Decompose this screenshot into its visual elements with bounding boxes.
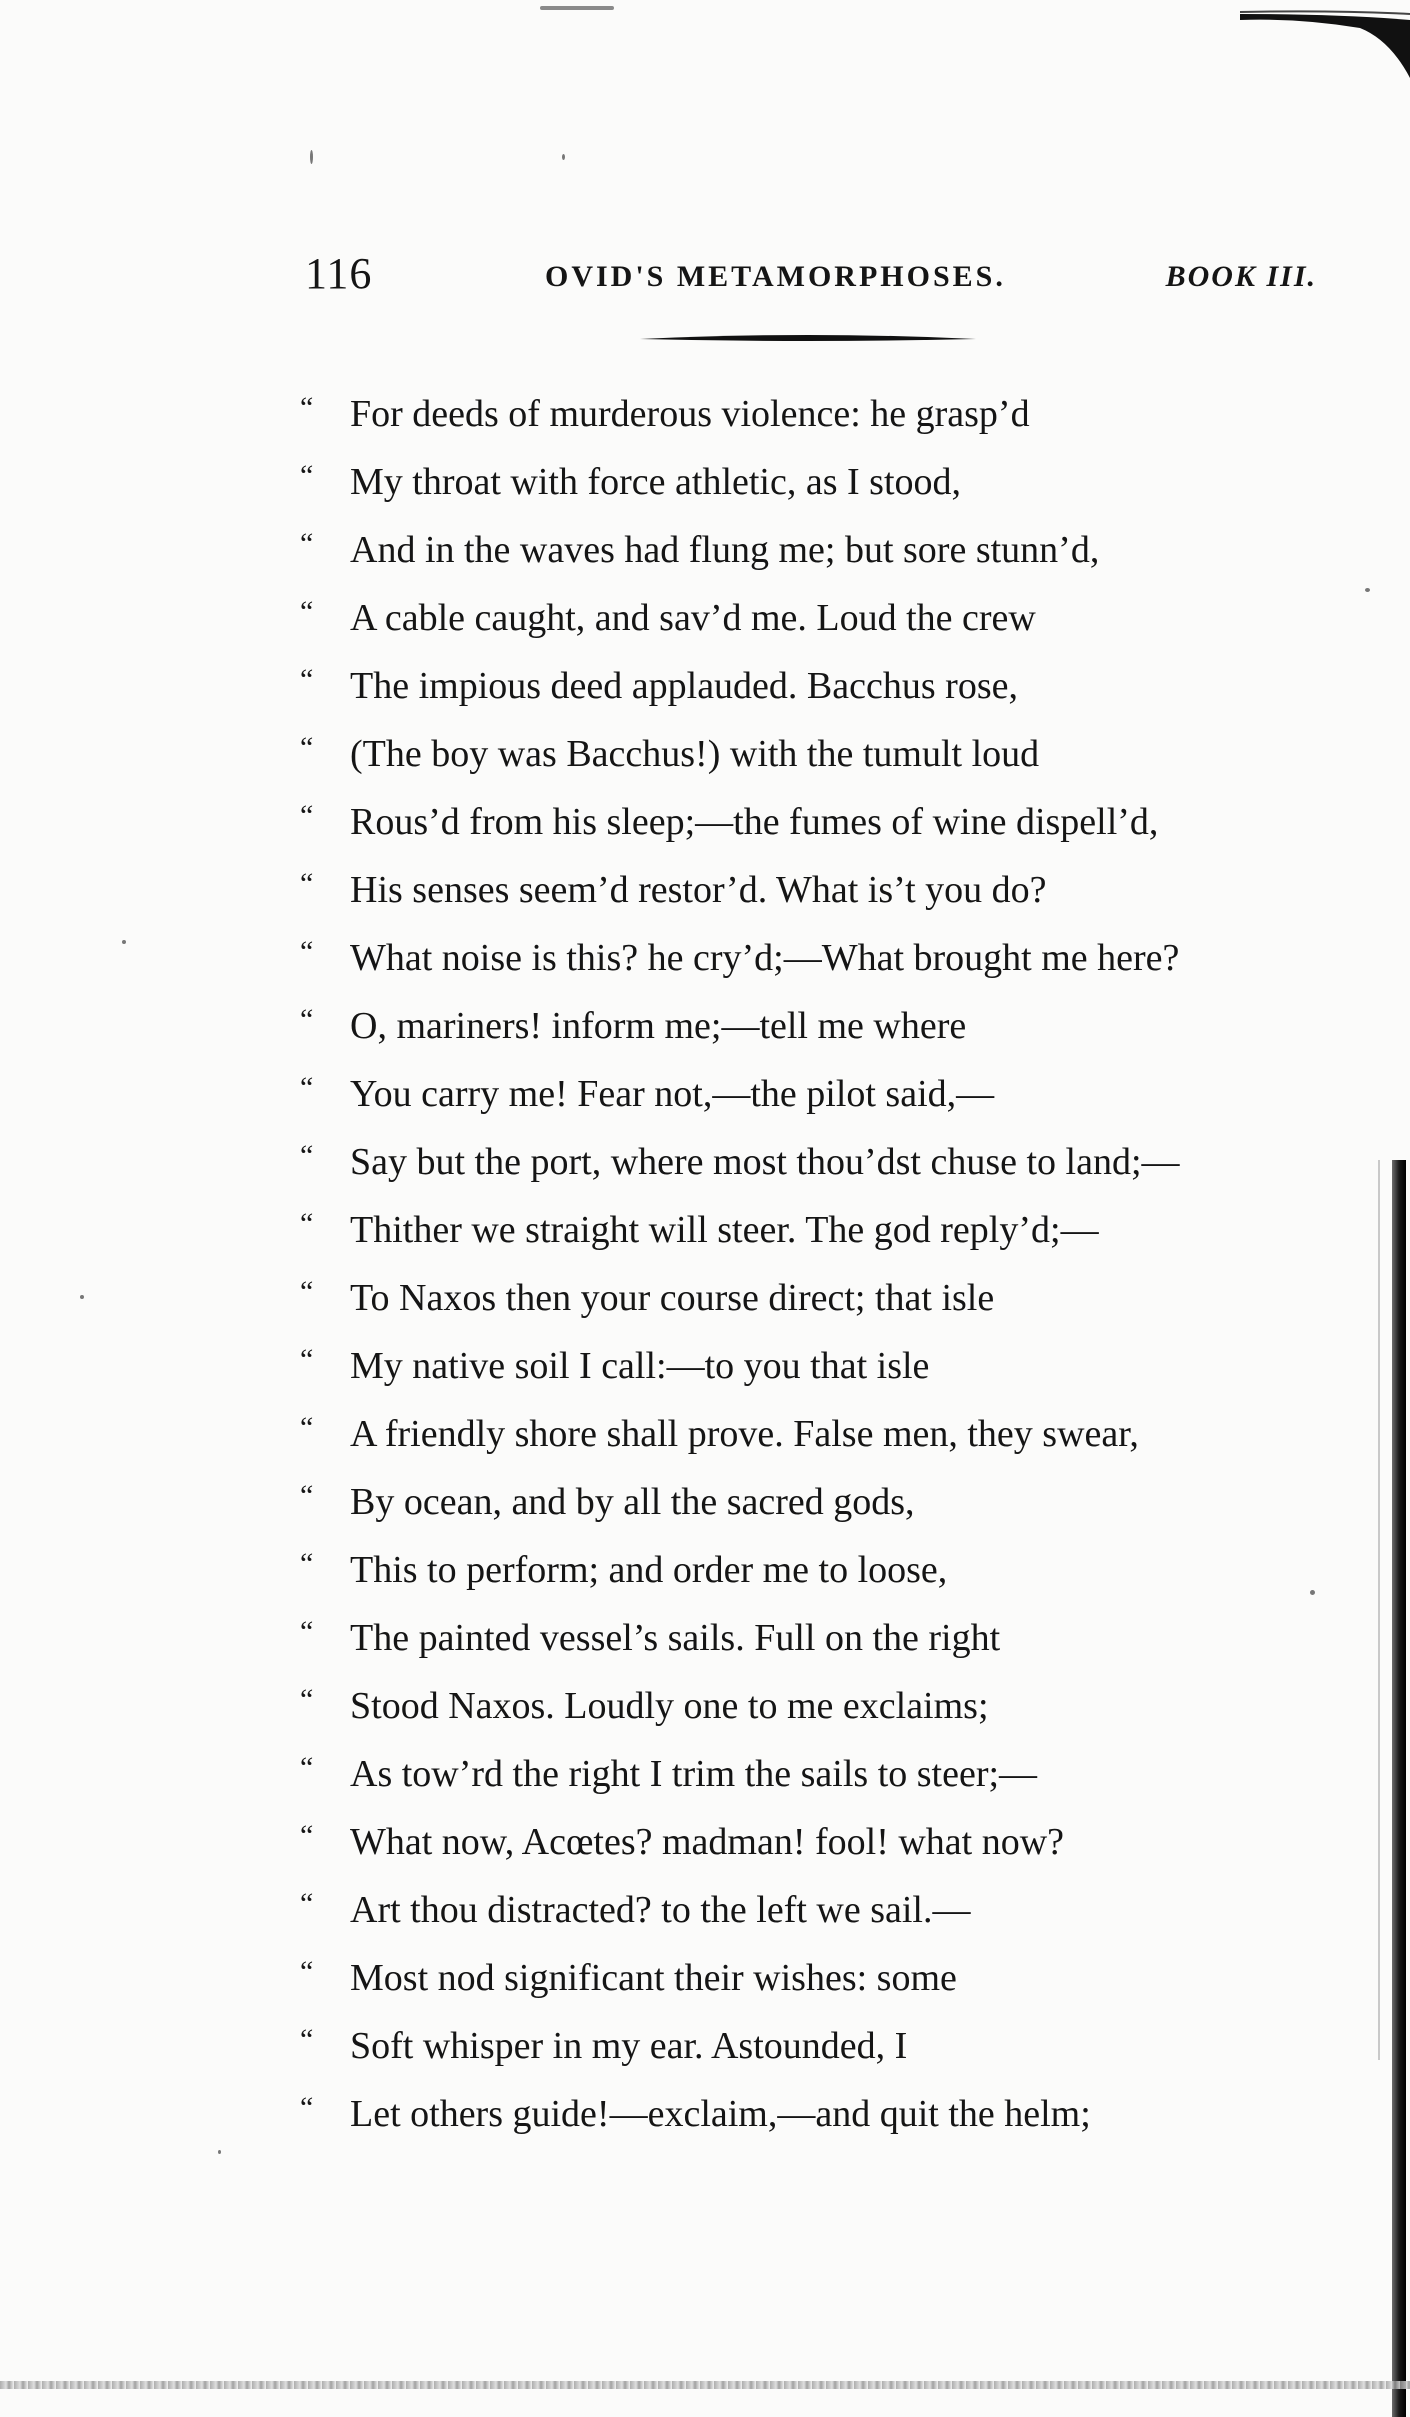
- scan-page-edge: [1392, 1160, 1406, 2417]
- verse-line-text: The painted vessel’s sails. Full on the right: [350, 1617, 1001, 1659]
- verse-line-text: Most nod significant their wishes: some: [350, 1957, 957, 1999]
- opening-quote-mark: “: [300, 1887, 314, 1920]
- verse-line-text: By ocean, and by all the sacred gods,: [350, 1481, 915, 1523]
- opening-quote-mark: “: [300, 1751, 314, 1784]
- opening-quote-mark: “: [300, 1003, 314, 1036]
- opening-quote-mark: “: [300, 1275, 314, 1308]
- scan-speck: [562, 154, 565, 160]
- verse-line-text: Art thou distracted? to the left we sail.—: [350, 1889, 971, 1931]
- verse-line-text: As tow’rd the right I trim the sails to steer;—: [350, 1753, 1038, 1795]
- book-label: BOOK III.: [1165, 260, 1317, 293]
- opening-quote-mark: “: [300, 1071, 314, 1104]
- verse-line: [300, 380, 1320, 448]
- opening-quote-mark: “: [300, 391, 314, 424]
- verse-line-text: This to perform; and order me to loose,: [350, 1549, 948, 1591]
- opening-quote-mark: “: [300, 1207, 314, 1240]
- scan-speck: [122, 940, 126, 944]
- opening-quote-mark: “: [300, 1683, 314, 1716]
- opening-quote-mark: “: [300, 595, 314, 628]
- scan-edge-line: [1378, 1160, 1380, 2060]
- opening-quote-mark: “: [300, 1819, 314, 1852]
- verse-line-text: For deeds of murderous violence: he grasp’d: [350, 393, 1030, 435]
- verse-line-text: Let others guide!—exclaim,—and quit the helm;: [350, 2093, 1091, 2135]
- verse-line-text: A cable caught, and sav’d me. Loud the crew: [350, 597, 1036, 639]
- verse-line: [300, 1468, 1320, 1536]
- verse-line-text: Say but the port, where most thou’dst chuse to land;—: [350, 1141, 1180, 1183]
- verse-line: [300, 856, 1320, 924]
- verse-line: [300, 1196, 1320, 1264]
- verse-line: [300, 1944, 1320, 2012]
- verse-line: [300, 1128, 1320, 1196]
- verse-line-text: My throat with force athletic, as I stood,: [350, 461, 962, 503]
- opening-quote-mark: “: [300, 1955, 314, 1988]
- verse-line: [300, 652, 1320, 720]
- verse-line: [300, 720, 1320, 788]
- verse-line: [300, 1400, 1320, 1468]
- page-number: 116: [305, 249, 373, 298]
- verse-line: [300, 1604, 1320, 1672]
- opening-quote-mark: “: [300, 1615, 314, 1648]
- verse-line: [300, 2012, 1320, 2080]
- verse-line-text: My native soil I call:—to you that isle: [350, 1345, 930, 1387]
- verse-line: [300, 1332, 1320, 1400]
- scan-speck: [218, 2150, 221, 2154]
- verse-block: [300, 380, 1320, 2148]
- verse-line-text: You carry me! Fear not,—the pilot said,—: [350, 1073, 995, 1115]
- verse-line-text: (The boy was Bacchus!) with the tumult loud: [350, 733, 1040, 775]
- verse-line-text: Soft whisper in my ear. Astounded, I: [350, 2025, 908, 2067]
- verse-line: [300, 1060, 1320, 1128]
- verse-line: [300, 1808, 1320, 1876]
- scan-speck: [1365, 588, 1370, 592]
- opening-quote-mark: “: [300, 867, 314, 900]
- opening-quote-mark: “: [300, 1343, 314, 1376]
- verse-line-text: The impious deed applauded. Bacchus rose,: [350, 665, 1018, 707]
- header-ornamental-rule: [640, 330, 976, 340]
- running-header: [305, 248, 1317, 308]
- verse-line: [300, 1536, 1320, 1604]
- verse-line-text: Thither we straight will steer. The god reply’d;—: [350, 1209, 1099, 1251]
- running-title: OVID'S METAMORPHOSES.: [545, 260, 1006, 293]
- verse-line-text: And in the waves had flung me; but sore stunn’d,: [350, 529, 1100, 571]
- scan-bottom-edge: [0, 2381, 1410, 2389]
- verse-line: [300, 1264, 1320, 1332]
- scan-speck: [310, 150, 313, 164]
- opening-quote-mark: “: [300, 1411, 314, 1444]
- scan-speck: [80, 1295, 84, 1299]
- verse-line: [300, 924, 1320, 992]
- opening-quote-mark: “: [300, 935, 314, 968]
- verse-line: [300, 788, 1320, 856]
- verse-line-text: Rous’d from his sleep;—the fumes of wine dispell’d,: [350, 801, 1159, 843]
- verse-line: [300, 992, 1320, 1060]
- verse-line: [300, 1876, 1320, 1944]
- scan-top-mark: [540, 6, 614, 10]
- opening-quote-mark: “: [300, 1479, 314, 1512]
- verse-line: [300, 2080, 1320, 2148]
- opening-quote-mark: “: [300, 2023, 314, 2056]
- verse-line-text: Stood Naxos. Loudly one to me exclaims;: [350, 1685, 989, 1727]
- verse-line-text: To Naxos then your course direct; that isle: [350, 1277, 995, 1319]
- verse-line: [300, 1740, 1320, 1808]
- verse-line-text: A friendly shore shall prove. False men, they swear,: [350, 1413, 1139, 1455]
- opening-quote-mark: “: [300, 2091, 314, 2124]
- verse-line-text: What now, Acœtes? madman! fool! what now?: [350, 1821, 1065, 1863]
- opening-quote-mark: “: [300, 459, 314, 492]
- verse-line-text: His senses seem’d restor’d. What is’t you do?: [350, 869, 1047, 911]
- opening-quote-mark: “: [300, 663, 314, 696]
- verse-line: [300, 1672, 1320, 1740]
- opening-quote-mark: “: [300, 1139, 314, 1172]
- verse-line: [300, 516, 1320, 584]
- opening-quote-mark: “: [300, 1547, 314, 1580]
- verse-line-text: What noise is this? he cry’d;—What brought me here?: [350, 937, 1180, 979]
- verse-line: [300, 448, 1320, 516]
- verse-line: [300, 584, 1320, 652]
- opening-quote-mark: “: [300, 799, 314, 832]
- verse-line-text: O, mariners! inform me;—tell me where: [350, 1005, 967, 1047]
- opening-quote-mark: “: [300, 731, 314, 764]
- opening-quote-mark: “: [300, 527, 314, 560]
